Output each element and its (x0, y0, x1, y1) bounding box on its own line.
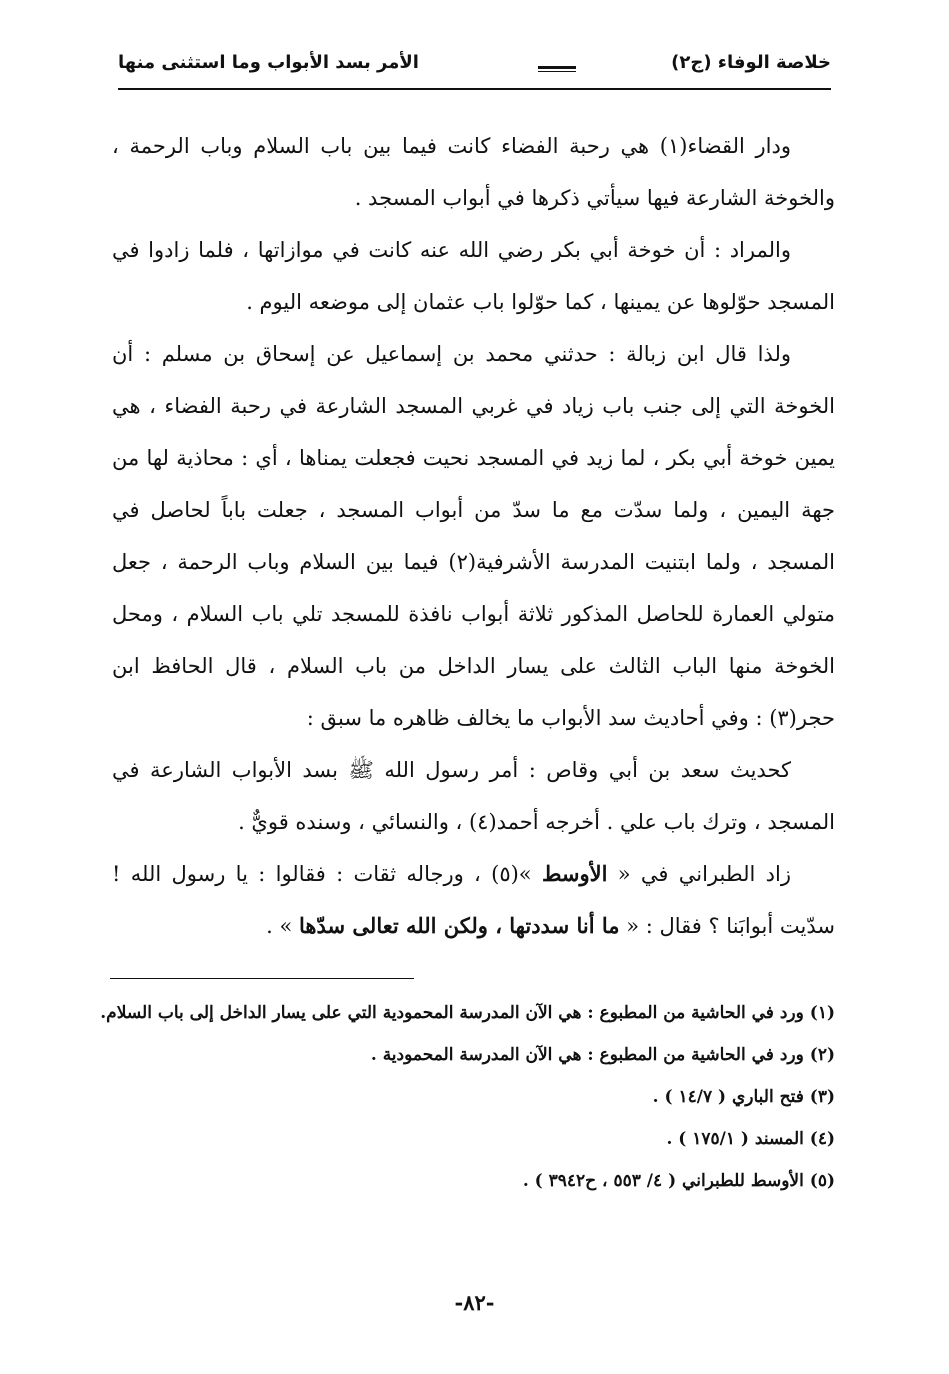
footnote-separator (110, 978, 414, 979)
header-divider (118, 88, 831, 90)
footnote-3: (٣) فتح الباري ( ١٤/٧ ) . (652, 1087, 835, 1107)
paragraph-2: والمراد : أن خوخة أبي بكر رضي الله عنه كانت في موازاتها ، فلما زادوا في المسجد حوّلوها عن يمينها ، كما حوّلوا باب عثمان إلى موضعه اليوم . (112, 238, 835, 314)
paragraph-3: ولذا قال ابن زبالة : حدثني محمد بن إسماعيل عن إسحاق بن مسلم : أن الخوخة التي إلى جنب باب زياد في غربي المسجد الشارعة في رحبة الفضاء ، هي يمين خوخة أبي بكر ، لما زيد في المسجد نحيت فجعلت يمناها ، أي : محاذية لها من جهة اليمين ، ولما سدّت مع ما سدّ من أبواب المسجد ، جعلت باباً لحاصل في المسجد ، ولما ابتنيت المدرسة الأشرفية(٢) فيما بين السلام وباب الرحمة ، جعل متولي العمارة للحاصل المذكور ثلاثة أبواب نافذة للمسجد تلي باب السلام ، ومحل الخوخة منها الباب الثالث على يسار الداخل من باب السلام ، قال الحافظ ابن حجر(٣) : وفي أحاديث سد الأبواب ما يخالف ظاهره ما سبق : (112, 342, 835, 730)
footnote-1: (١) ورد في الحاشية من المطبوع : هي الآن المدرسة المحمودية التي على يسار الداخل إلى باب السلام. (100, 1003, 835, 1023)
paragraph-4: كحديث سعد بن أبي وقاص : أمر رسول الله ﷺ بسد الأبواب الشارعة في المسجد ، وترك باب علي . أخرجه أحمد(٤) ، والنسائي ، وسنده قويٌّ . (112, 758, 835, 834)
footnote-2: (٢) ورد في الحاشية من المطبوع : هي الآن المدرسة المحمودية . (370, 1045, 835, 1065)
footnote-4: (٤) المسند ( ١٧٥/١ ) . (666, 1129, 835, 1149)
para5-part-c: »(٥) ، ورجاله ثقات : فقالوا : يا رسول الله ! سدّيت أبوابَنا ؟ فقال : « (112, 862, 835, 938)
header-rule (538, 66, 576, 72)
header-book-title: خلاصة الوفاء (ج٢) (671, 52, 831, 73)
para5-book-title: الأوسط (541, 861, 608, 886)
footnote-5: (٥) الأوسط للطبراني ( ٤/ ٥٥٣ ، ح٣٩٤٢ ) . (522, 1171, 835, 1191)
page-number: -٨٢- (454, 1290, 495, 1315)
para5-part-e: » . (266, 914, 300, 938)
para5-quote: ما أنا سددتها ، ولكن الله تعالى سدّها (299, 913, 620, 938)
main-text (112, 120, 835, 952)
running-header (118, 44, 831, 92)
para5-part-a: زاد الطبراني في « (607, 862, 791, 886)
paragraph-1: ودار القضاء(١) هي رحبة الفضاء كانت فيما بين باب السلام وباب الرحمة ، والخوخة الشارعة فيها سيأتي ذكرها في أبواب المسجد . (112, 134, 835, 210)
footnotes (100, 992, 835, 1202)
header-chapter-title: الأمر بسد الأبواب وما استثنى منها (118, 52, 419, 73)
paragraph-5 (112, 848, 835, 952)
